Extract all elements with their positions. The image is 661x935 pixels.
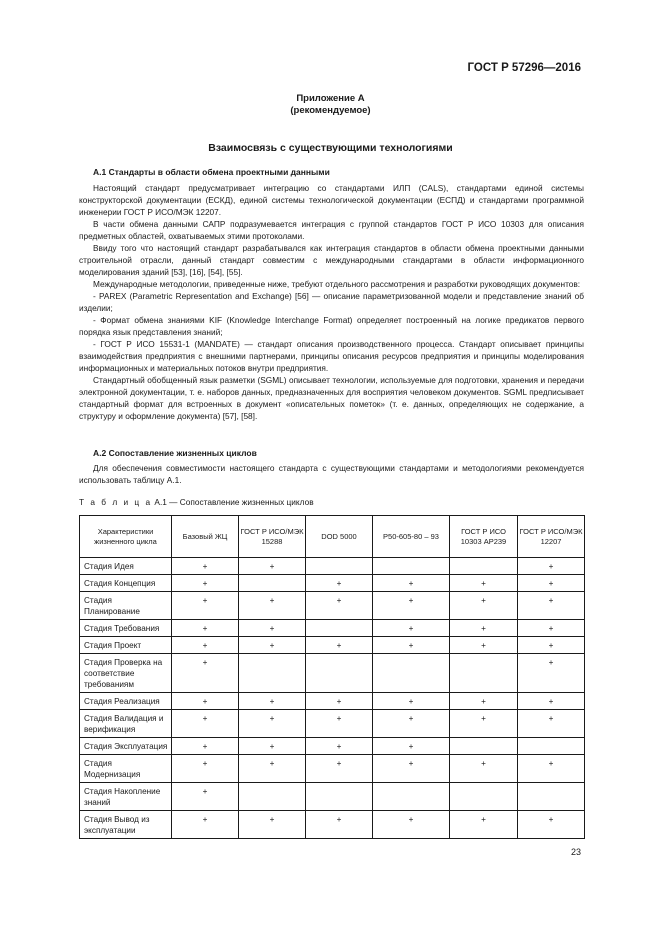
mark-cell: + [373,755,450,783]
mark-cell [373,558,450,575]
page-number: 23 [570,847,581,857]
section-a1-heading: А.1 Стандарты в области обмена проектными данными [93,167,330,177]
table-caption-prefix: Т а б л и ц а [79,497,153,507]
main-title: Взаимосвязь с существующими технологиями [208,142,453,154]
mark-cell: + [239,693,306,710]
mark-cell: + [172,637,239,654]
appendix-title: Приложение А [296,93,365,104]
mark-cell: + [172,558,239,575]
mark-cell: + [172,592,239,620]
mark-cell: + [239,710,306,738]
table-row [80,783,585,811]
paragraph: В части обмена данными САПР подразумевается интеграция с группой стандартов ГОСТ Р ИСО 10303 для описания предметных областей, охватываемых этими протоколами. [79,219,584,241]
mark-cell: + [373,637,450,654]
mark-cell: + [450,620,518,637]
mark-cell: + [172,654,239,693]
mark-cell: + [518,654,585,693]
mark-cell [450,654,518,693]
column-header: ГОСТ Р ИСО/МЭК 15288 [239,516,306,558]
mark-cell [239,783,306,811]
mark-cell [306,783,373,811]
mark-cell: + [373,592,450,620]
mark-cell: + [239,755,306,783]
table-row [80,755,585,783]
stage-name-cell: Стадия Проверка на соответствие требованиям [80,654,172,693]
mark-cell: + [450,811,518,839]
mark-cell: + [239,811,306,839]
mark-cell: + [239,558,306,575]
mark-cell: + [450,755,518,783]
mark-cell: + [172,783,239,811]
mark-cell: + [518,558,585,575]
table-body [80,558,585,839]
mark-cell: + [373,811,450,839]
mark-cell: + [518,811,585,839]
list-item: - Формат обмена знаниями KIF (Knowledge Interchange Format) определяет построенный на логике предикатов первого порядка язык представления знаний; [79,315,584,337]
mark-cell [518,783,585,811]
mark-cell: + [518,637,585,654]
stage-name-cell: Стадия Валидация и верификация [80,710,172,738]
table-row [80,558,585,575]
mark-cell: + [172,693,239,710]
stage-name-cell: Стадия Концепция [80,575,172,592]
mark-cell: + [172,738,239,755]
table-row [80,811,585,839]
section-a1-body [79,182,584,422]
paragraph: Настоящий стандарт предусматривает интеграцию со стандартами ИЛП (CALS), стандартами единой системы конструкторской документации (ЕСКД), единой системы технологической документации (ЕСПД) и стандартами программной инженерии ГОСТ Р ИСО/МЭК 12207. [79,183,584,217]
table-row [80,620,585,637]
table-caption-text: А.1 — Сопоставление жизненных циклов [154,497,314,507]
mark-cell: + [518,710,585,738]
mark-cell: + [518,592,585,620]
table-row [80,592,585,620]
stage-name-cell: Стадия Накопление знаний [80,783,172,811]
mark-cell: + [306,710,373,738]
mark-cell: + [373,738,450,755]
paragraph: Ввиду того что настоящий стандарт разрабатывался как интеграция стандартов в области обмена проектными данными строительной отрасли, данный стандарт совместим с международными стандартами в области информационного моделирования зданий [53], [16], [54], [55]. [79,243,584,277]
mark-cell: + [306,811,373,839]
section-a2-heading: А.2 Сопоставление жизненных циклов [93,448,257,458]
stage-name-cell: Стадия Идея [80,558,172,575]
mark-cell: + [373,693,450,710]
mark-cell: + [239,592,306,620]
table-row [80,654,585,693]
mark-cell: + [239,738,306,755]
column-header: ГОСТ Р ИСО 10303 AP239 [450,516,518,558]
mark-cell [373,654,450,693]
stage-name-cell: Стадия Планирование [80,592,172,620]
paragraph: Для обеспечения совместимости настоящего стандарта с существующими стандартами и методологиями рекомендуется использовать таблицу А.1. [79,463,584,485]
list-item: - PAREX (Parametric Representation and Exchange) [56] — описание параметризованной модели и представление знаний об изделии; [79,291,584,313]
mark-cell: + [373,575,450,592]
table-row [80,693,585,710]
mark-cell [450,558,518,575]
mark-cell: + [373,710,450,738]
mark-cell: + [306,592,373,620]
paragraph: Международные методологии, приведенные ниже, требуют отдельного рассмотрения и разработки руководящих документов: [93,279,581,289]
mark-cell: + [239,637,306,654]
mark-cell: + [450,710,518,738]
mark-cell: + [306,575,373,592]
stage-name-cell: Стадия Проект [80,637,172,654]
stage-name-cell: Стадия Требования [80,620,172,637]
table-caption [79,497,314,507]
mark-cell [518,738,585,755]
mark-cell [306,558,373,575]
list-item: - ГОСТ Р ИСО 15531-1 (MANDATE) — стандарт описания производственного процесса. Стандарт описывает принципы взаимодействия предприятия с внешними партнерами, принципы описания ресурсов предприятия и принципы моделирования информационных и материальных потоков внутри предприятия. [79,339,584,373]
mark-cell: + [450,592,518,620]
mark-cell [373,783,450,811]
column-header: Характеристики жизненного цикла [80,516,172,558]
appendix-status: (рекомендуемое) [290,105,371,116]
column-header: Базовый ЖЦ [172,516,239,558]
mark-cell: + [450,637,518,654]
mark-cell: + [518,755,585,783]
lifecycle-table [79,515,585,839]
mark-cell [306,620,373,637]
mark-cell: + [172,811,239,839]
mark-cell [450,738,518,755]
mark-cell [239,575,306,592]
mark-cell: + [306,755,373,783]
mark-cell: + [373,620,450,637]
section-a2-body [79,462,584,486]
column-header: ГОСТ Р ИСО/МЭК 12207 [518,516,585,558]
standard-code: ГОСТ Р 57296—2016 [467,62,581,74]
mark-cell: + [518,575,585,592]
table-row [80,738,585,755]
mark-cell: + [450,693,518,710]
mark-cell [450,783,518,811]
mark-cell: + [450,575,518,592]
mark-cell: + [306,637,373,654]
mark-cell: + [518,620,585,637]
table-row [80,637,585,654]
mark-cell: + [239,620,306,637]
column-header: DOD 5000 [306,516,373,558]
mark-cell [306,654,373,693]
stage-name-cell: Стадия Реализация [80,693,172,710]
mark-cell: + [306,693,373,710]
appendix-heading [0,93,661,117]
column-header: Р50-605-80 – 93 [373,516,450,558]
stage-name-cell: Стадия Эксплуатация [80,738,172,755]
mark-cell: + [172,755,239,783]
paragraph: Стандартный обобщенный язык разметки (SGML) описывает технологии, используемые для подготовки, хранения и передачи электронной документации, т. е. наборов данных, предназначенных для восприятия человеком документов. SGML предписывает стандартный формат для встроенных в документ «описательных пометок» (т. е. данных, определяющих не содержание, а структуру и оформление документа) [57], [58]. [79,375,584,421]
mark-cell: + [172,575,239,592]
stage-name-cell: Стадия Вывод из эксплуатации [80,811,172,839]
table-row [80,710,585,738]
mark-cell: + [172,620,239,637]
table-header-row [80,516,585,558]
stage-name-cell: Стадия Модернизация [80,755,172,783]
mark-cell [239,654,306,693]
mark-cell: + [172,710,239,738]
table-row [80,575,585,592]
mark-cell: + [518,693,585,710]
mark-cell: + [306,738,373,755]
